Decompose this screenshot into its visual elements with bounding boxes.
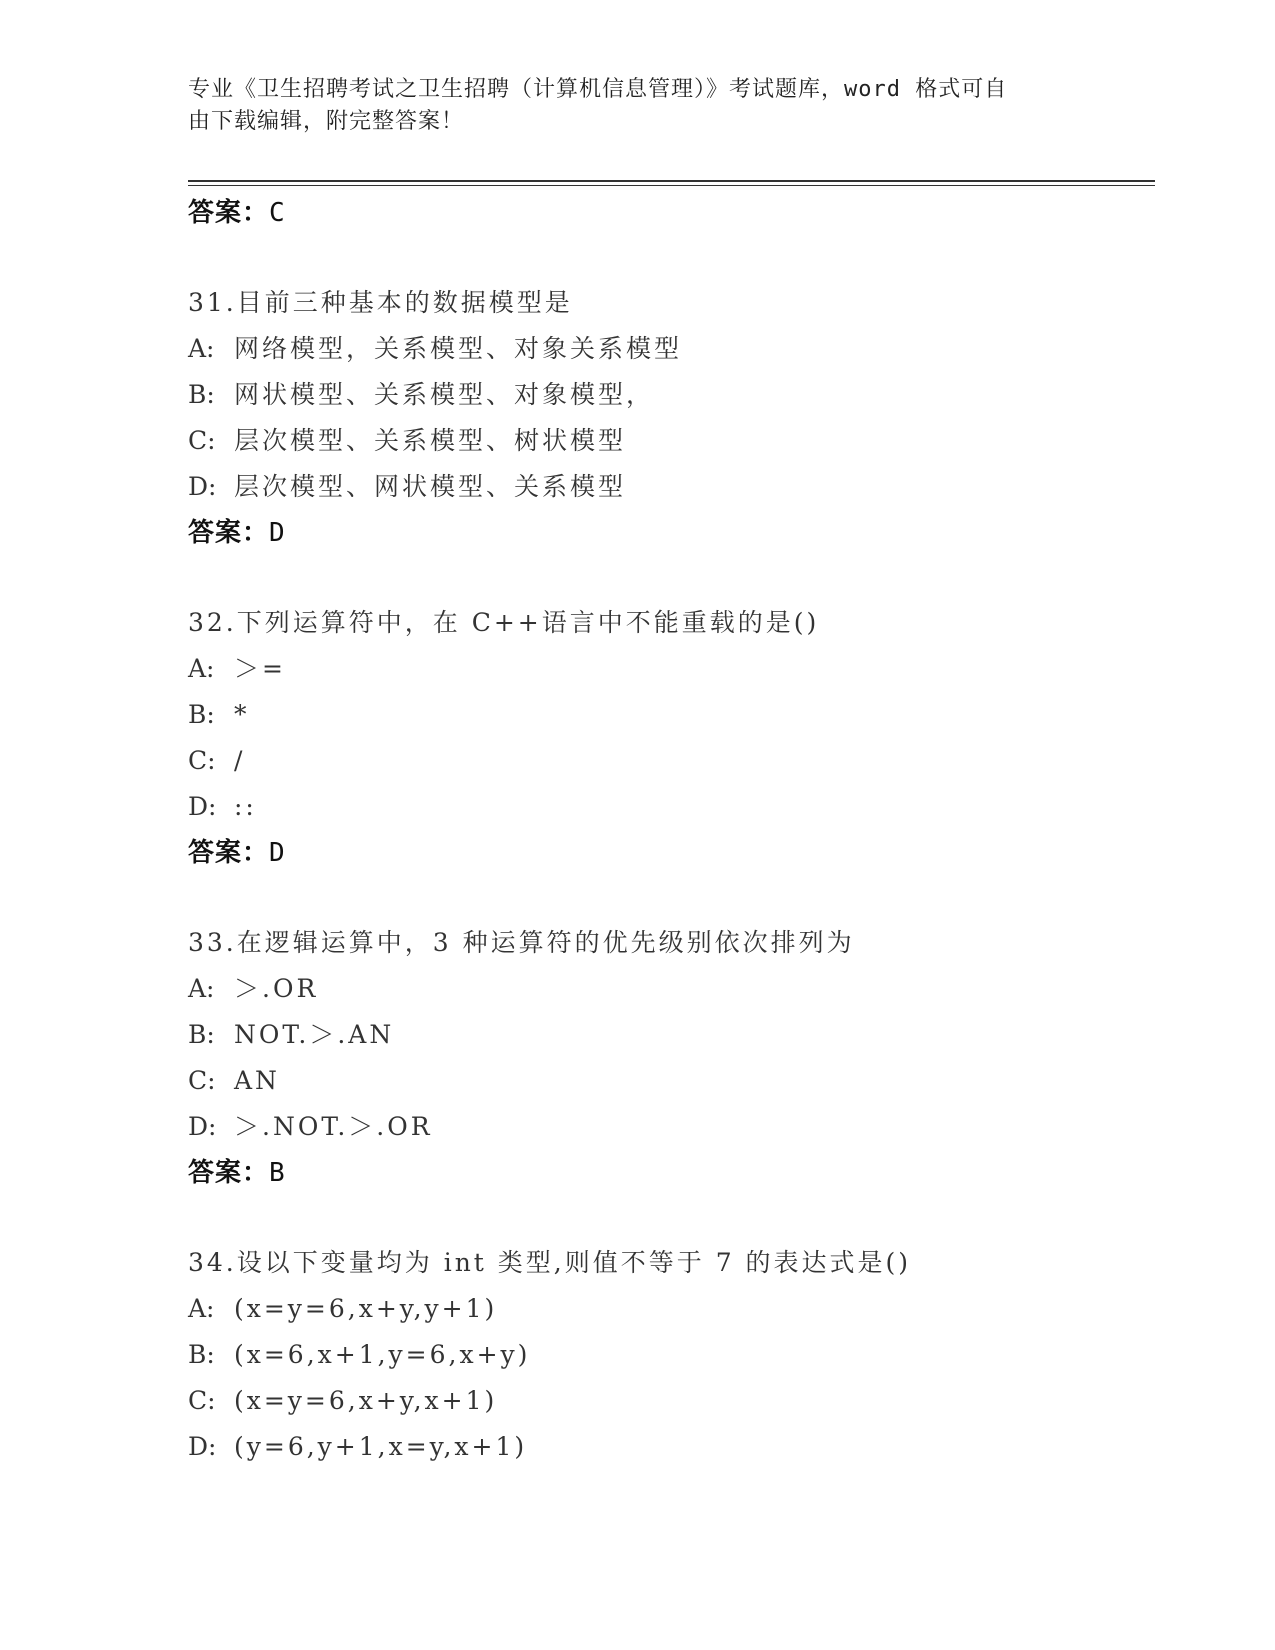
option-label: B: [188,1340,215,1369]
option-c [188,418,1155,464]
option-text: (x=y=6,x+y,y+1) [234,1294,498,1323]
option-text: :: [234,792,257,821]
option-text: 层次模型、关系模型、树状模型 [234,426,627,455]
option-label: A: [188,1294,215,1323]
option-d [188,464,1155,510]
option-text: AN [234,1066,280,1095]
option-text: (x=y=6,x+y,x+1) [234,1386,498,1415]
answer-label: 答案： [188,838,270,868]
document-header [188,74,1088,138]
option-a [188,1286,1155,1332]
option-c [188,1058,1155,1104]
option-label: C: [188,1066,216,1095]
answer-label: 答案： [188,1158,270,1188]
option-text: NOT.＞.AN [234,1020,395,1049]
question-stem: 31.目前三种基本的数据模型是 [188,288,573,317]
option-label: C: [188,1386,216,1415]
option-text: / [234,746,246,775]
option-label: B: [188,1020,215,1049]
option-d [188,784,1155,830]
option-b [188,1332,1155,1378]
option-label: A: [188,974,215,1003]
option-b [188,372,1155,418]
question-33 [188,920,1155,1196]
answer-value: C [269,198,286,228]
option-label: D: [188,1112,217,1141]
answer-line [188,830,1155,876]
option-text: ＞.OR [234,974,319,1003]
option-label: B: [188,700,215,729]
answer-line [188,190,1155,236]
question-list [188,190,1155,1470]
question-31 [188,280,1155,556]
option-b [188,692,1155,738]
question-34 [188,1240,1155,1470]
option-a [188,966,1155,1012]
question-stem: 33.在逻辑运算中，3 种运算符的优先级别依次排列为 [188,928,855,957]
option-text: (y=6,y+1,x=y,x+1) [234,1432,528,1461]
option-label: C: [188,746,216,775]
option-label: A: [188,334,215,363]
answer-line [188,510,1155,556]
option-c [188,738,1155,784]
option-label: D: [188,792,217,821]
spacer [188,236,1155,280]
option-c [188,1378,1155,1424]
option-text: 网状模型、关系模型、对象模型， [234,380,655,409]
option-text: 层次模型、网状模型、关系模型 [234,472,627,501]
header-divider [188,180,1155,186]
option-b [188,1012,1155,1058]
option-label: C: [188,426,216,455]
spacer [188,1196,1155,1240]
option-text: 网络模型，关系模型、对象关系模型 [234,334,683,363]
answer-label: 答案： [188,518,270,548]
option-label: D: [188,472,217,501]
option-text: ＞= [234,654,286,683]
option-label: B: [188,380,215,409]
option-d [188,1104,1155,1150]
option-text: * [234,700,250,729]
header-line-2: 由下载编辑，附完整答案！ [188,109,465,134]
spacer [188,876,1155,920]
answer-value: B [269,1158,286,1188]
question-stem: 32.下列运算符中，在 C++语言中不能重载的是() [188,608,820,637]
option-text: ＞.NOT.＞.OR [234,1112,433,1141]
question-32 [188,600,1155,876]
header-line-1: 专业《卫生招聘考试之卫生招聘（计算机信息管理）》考试题库，word 格式可自 [188,77,1008,102]
option-a [188,326,1155,372]
answer-label: 答案： [188,198,270,228]
option-label: A: [188,654,215,683]
answer-value: D [269,518,286,548]
option-label: D: [188,1432,217,1461]
option-a [188,646,1155,692]
spacer [188,556,1155,600]
option-text: (x=6,x+1,y=6,x+y) [234,1340,531,1369]
question-stem: 34.设以下变量均为 int 类型,则值不等于 7 的表达式是() [188,1248,912,1277]
option-d [188,1424,1155,1470]
answer-value: D [269,838,286,868]
answer-line [188,1150,1155,1196]
